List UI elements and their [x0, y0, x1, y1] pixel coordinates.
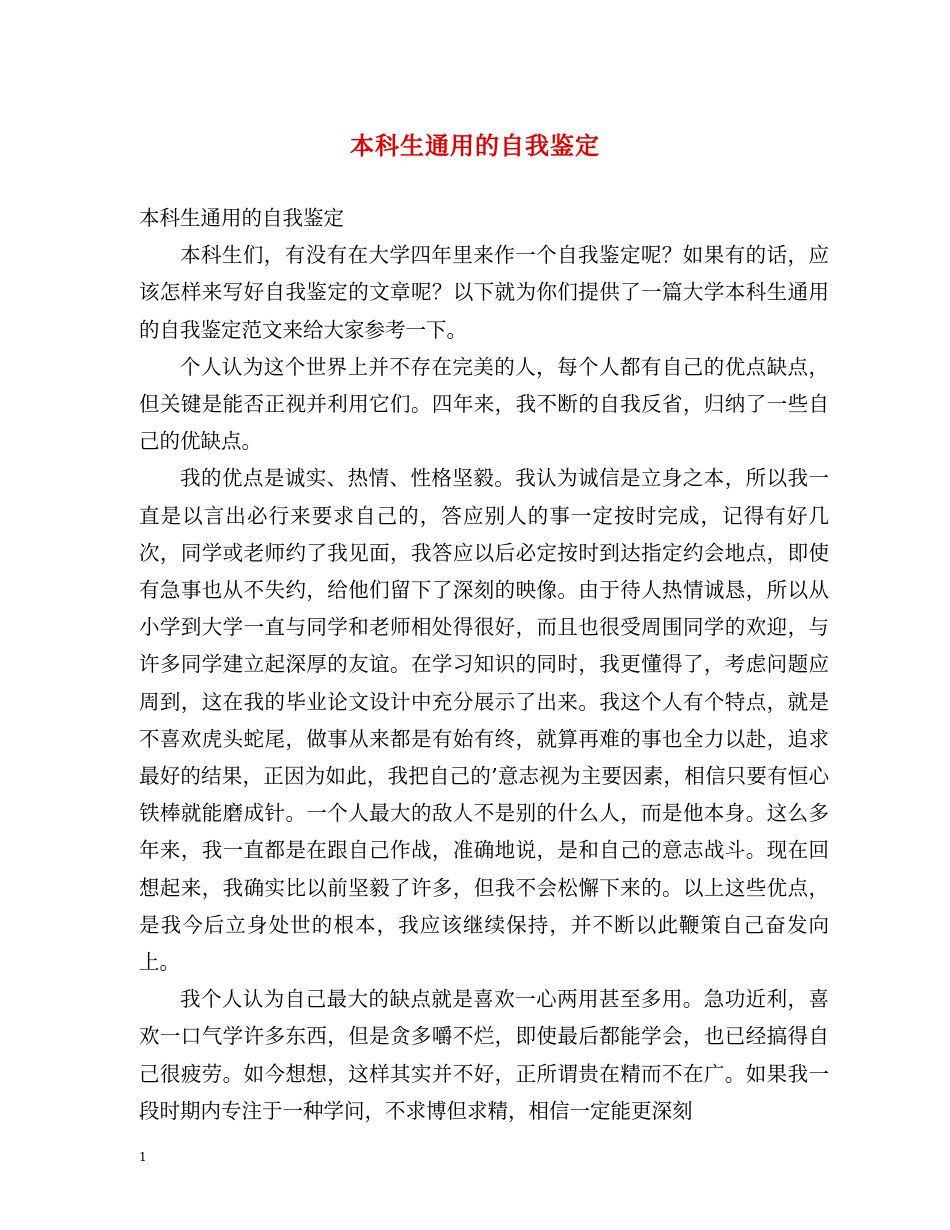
page-number: 1 [139, 1150, 147, 1164]
document-title: 本科生通用的自我鉴定 [350, 131, 600, 160]
paragraph-intro: 本科生们，有没有在大学四年里来作一个自我鉴定呢？如果有的话，应该怎样来写好自我鉴定的文章呢？以下就为你们提供了一篇大学本科生通用的自我鉴定范文来给大家参考一下。 [139, 243, 829, 342]
paragraph-weaknesses: 我个人认为自己最大的缺点就是喜欢一心两用甚至多用。急功近利，喜欢一口气学许多东西，但是贪多嚼不烂，即使最后都能学会，也已经搞得自己很疲劳。如今想想，这样其实并不好，正所谓贵在精而不在广。如果我一段时期内专注于一种学问，不求博但求精，相信一定能更深刻 [139, 987, 829, 1123]
document-body [139, 200, 829, 1130]
paragraph-overview: 个人认为这个世界上并不存在完美的人，每个人都有自己的优点缺点，但关键是能否正视并利用它们。四年来，我不断的自我反省，归纳了一些自己的优缺点。 [139, 354, 829, 454]
document-subtitle: 本科生通用的自我鉴定 [139, 206, 344, 230]
paragraph-strengths: 我的优点是诚实、热情、性格坚毅。我认为诚信是立身之本，所以我一直是以言出必行来要求自己的，答应别人的事一定按时完成，记得有好几次，同学或老师约了我见面，我答应以后必定按时到达指定约会地点，即使有急事也从不失约，给他们留下了深刻的映像。由于待人热情诚恳，所以从小学到大学一直与同学和老师相处得很好，而且也很受周围同学的欢迎，与许多同学建立起深厚的友谊。在学习知识的同时，我更懂得了，考虑问题应周到，这在我的毕业论文设计中充分展示了出来。我这个人有个特点，就是不喜欢虎头蛇尾，做事从来都是有始有终，就算再难的事也全力以赴，追求最好的结果，正因为如此，我把自己的’意志视为主要因素，相信只要有恒心铁棒就能磨成针。一个人最大的敌人不是别的什么人，而是他本身。这么多年来，我一直都是在跟自己作战，准确地说，是和自己的意志战斗。现在回想起来，我确实比以前坚毅了许多，但我不会松懈下来的。以上这些优点，是我今后立身处世的根本，我应该继续保持，并不断以此鞭策自己奋发向上。 [139, 466, 829, 975]
